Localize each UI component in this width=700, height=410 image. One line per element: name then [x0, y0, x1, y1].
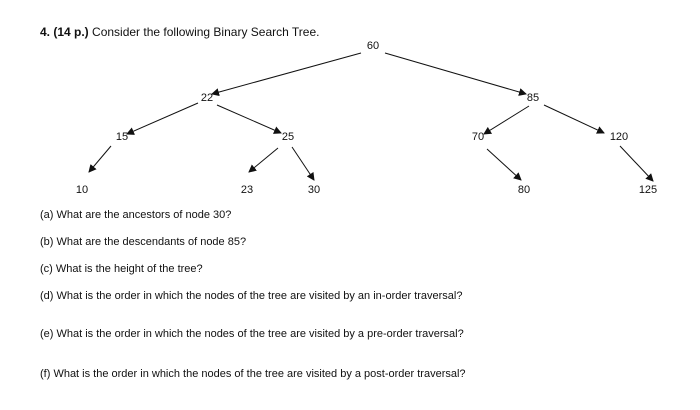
tree-node-80: 80: [517, 184, 531, 196]
question-b: (b) What are the descendants of node 85?: [40, 236, 247, 248]
tree-edge-25-to-23: [249, 148, 278, 172]
tree-edge-15-to-10: [89, 146, 111, 172]
tree-node-23: 23: [240, 184, 254, 196]
tree-edge-25-to-30: [292, 147, 314, 180]
tree-node-60: 60: [366, 40, 380, 52]
tree-edge-120-to-125: [620, 146, 653, 181]
problem-number: 4. (14 p.): [40, 25, 89, 39]
tree-edge-85-to-70: [484, 106, 529, 134]
tree-node-15: 15: [115, 131, 129, 143]
tree-edge-22-to-15: [127, 103, 198, 134]
tree-node-30: 30: [307, 184, 321, 196]
tree-edge-70-to-80: [487, 149, 521, 180]
tree-edge-60-to-22: [212, 53, 361, 94]
tree-edge-60-to-85: [385, 53, 526, 94]
tree-node-22: 22: [200, 92, 214, 104]
question-e: (e) What is the order in which the nodes of the tree are visited by a pre-order traversal?: [40, 328, 464, 340]
tree-edges: [89, 53, 653, 181]
question-f: (f) What is the order in which the nodes of the tree are visited by a post-order traversal?: [40, 368, 466, 380]
question-c: (c) What is the height of the tree?: [40, 263, 203, 275]
tree-edge-85-to-120: [544, 105, 604, 133]
tree-edge-22-to-25: [217, 105, 281, 133]
tree-node-10: 10: [75, 184, 89, 196]
problem-statement: Consider the following Binary Search Tree.: [92, 25, 320, 39]
tree-node-70: 70: [471, 131, 485, 143]
question-d: (d) What is the order in which the nodes of the tree are visited by an in-order traversal?: [40, 290, 463, 302]
tree-node-125: 125: [638, 184, 658, 196]
tree-node-120: 120: [609, 131, 629, 143]
tree-node-25: 25: [281, 131, 295, 143]
question-a: (a) What are the ancestors of node 30?: [40, 209, 232, 221]
tree-node-85: 85: [526, 92, 540, 104]
